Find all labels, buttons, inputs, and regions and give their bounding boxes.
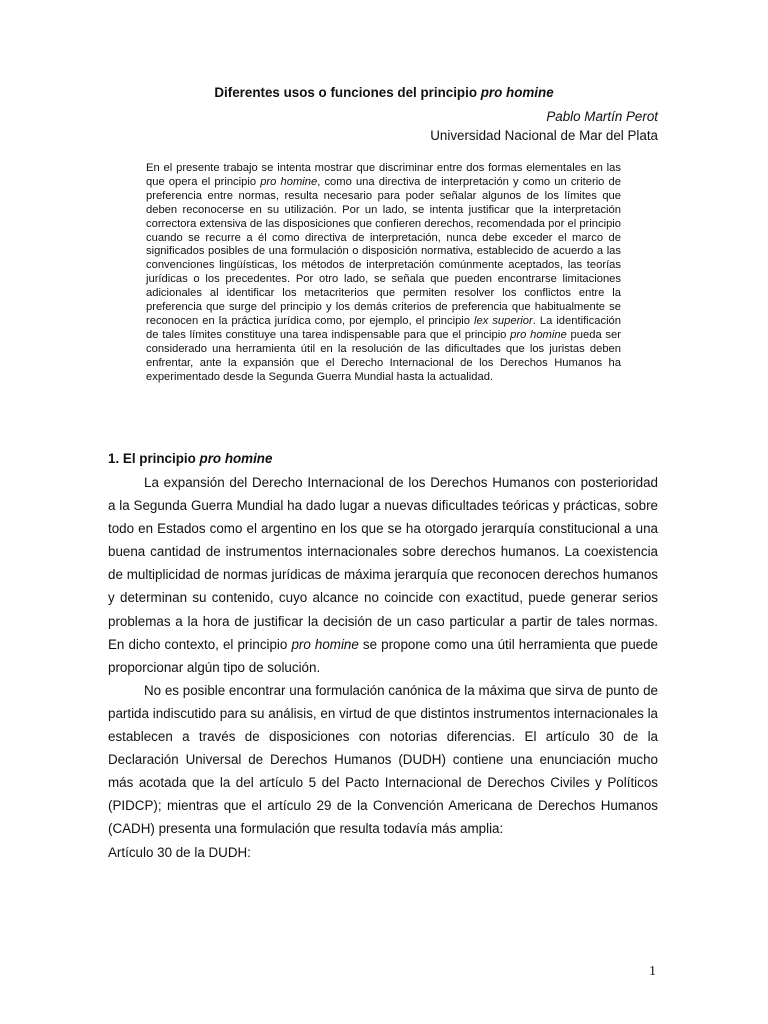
document-title	[0, 84, 768, 102]
body-text	[108, 471, 658, 864]
paragraph-2: No es posible encontrar una formulación canónica de la máxima que sirva de punto de partida indiscutido para su análisis, en virtud de que distintos instrumentos internacionales la establecen a través de disposiciones con notorias diferencias. El artículo 30 de la Declaración Universal de Derechos Humanos (DUDH) contiene una enunciación mucho más acotada que la del artículo 5 del Pacto Internacional de Derechos Civiles y Políticos (PIDCP); mientras que el artículo 29 de la Convención Americana de Derechos Humanos (CADH) presenta una formulación que resulta todavía más amplia:	[108, 682, 658, 837]
abstract-text: , como una directiva de interpretación y como un criterio de preferencia entre normas, resulta necesario para poder señalar algunos de los límites que deben reconocerse en su utilización. Por un lado, se intenta justificar que la interpretación correctora extensiva de las disposiciones que confieren derechos, recomendada por el principio cuando se recurre a él como directiva de interpretación, nunca debe exceder el marco de significados posibles de una formulación o disposición normativa, establecido de acuerdo a las convenciones lingüísticas, los métodos de interpretación comúnmente aceptados, las teorías jurídicas o los precedentes. Por otro lado, se señala que pueden encontrarse limitaciones adicionales al identificar los metacriterios que permiten resolver los conflictos entre la preferencia que surge del principio y los demás criterios de preferencia que habitualmente se reconocen en la práctica jurídica como, por ejemplo, el principio	[146, 175, 621, 327]
title-italic-text: pro homine	[480, 85, 554, 100]
abstract-text: pueda ser considerado una herramienta útil en la resolución de las dificultades que los juristas deben enfrentar, ante la expansión que el Derecho Internacional de los Derechos Humanos ha experimentado desde la Segunda Guerra Mundial hasta la actualidad.	[146, 328, 621, 383]
section-heading-italic: pro homine	[199, 451, 273, 466]
abstract-italic-term: lex superior	[474, 314, 533, 327]
author-affiliation: Universidad Nacional de Mar del Plata	[430, 128, 658, 143]
paragraph-1	[108, 471, 658, 679]
paragraph-3: Artículo 30 de la DUDH:	[108, 844, 251, 860]
author-name: Pablo Martín Perot	[546, 109, 658, 124]
section-heading-text: 1. El principio	[108, 451, 200, 466]
paragraph-italic-term: pro homine	[291, 636, 359, 652]
abstract-italic-term: pro homine	[260, 175, 318, 188]
section-heading	[108, 450, 272, 468]
paragraph-text: La expansión del Derecho Internacional de los Derechos Humanos con posterioridad a la Segunda Guerra Mundial ha dado lugar a nuevas dificultades teóricas y prácticas, sobre todo en Estados como el argentino en los que se ha otorgado jerarquía constitucional a una buena cantidad de instrumentos internacionales sobre derechos humanos. La coexistencia de multiplicidad de normas jurídicas de máxima jerarquía que reconocen derechos humanos y determinan su contenido, cuyo alcance no coincide con exactitud, puede generar serios problemas a la hora de justificar la decisión de un caso particular a partir de tales normas. En dicho contexto, el principio	[108, 475, 658, 652]
abstract-italic-term: pro homine	[510, 328, 567, 341]
abstract	[146, 162, 621, 385]
paragraph-text: se propone como una útil herramienta que puede proporcionar algún tipo de solución.	[108, 636, 659, 675]
title-text: Diferentes usos o funciones del principio	[214, 85, 481, 100]
abstract-text: . La identificación de tales límites constituye una tarea indispensable para que el principio	[146, 314, 621, 341]
author-block	[430, 107, 658, 145]
abstract-text: En el presente trabajo se intenta mostrar que discriminar entre dos formas elementales en las que opera el principio	[146, 162, 621, 188]
page-number: 1	[649, 964, 656, 979]
